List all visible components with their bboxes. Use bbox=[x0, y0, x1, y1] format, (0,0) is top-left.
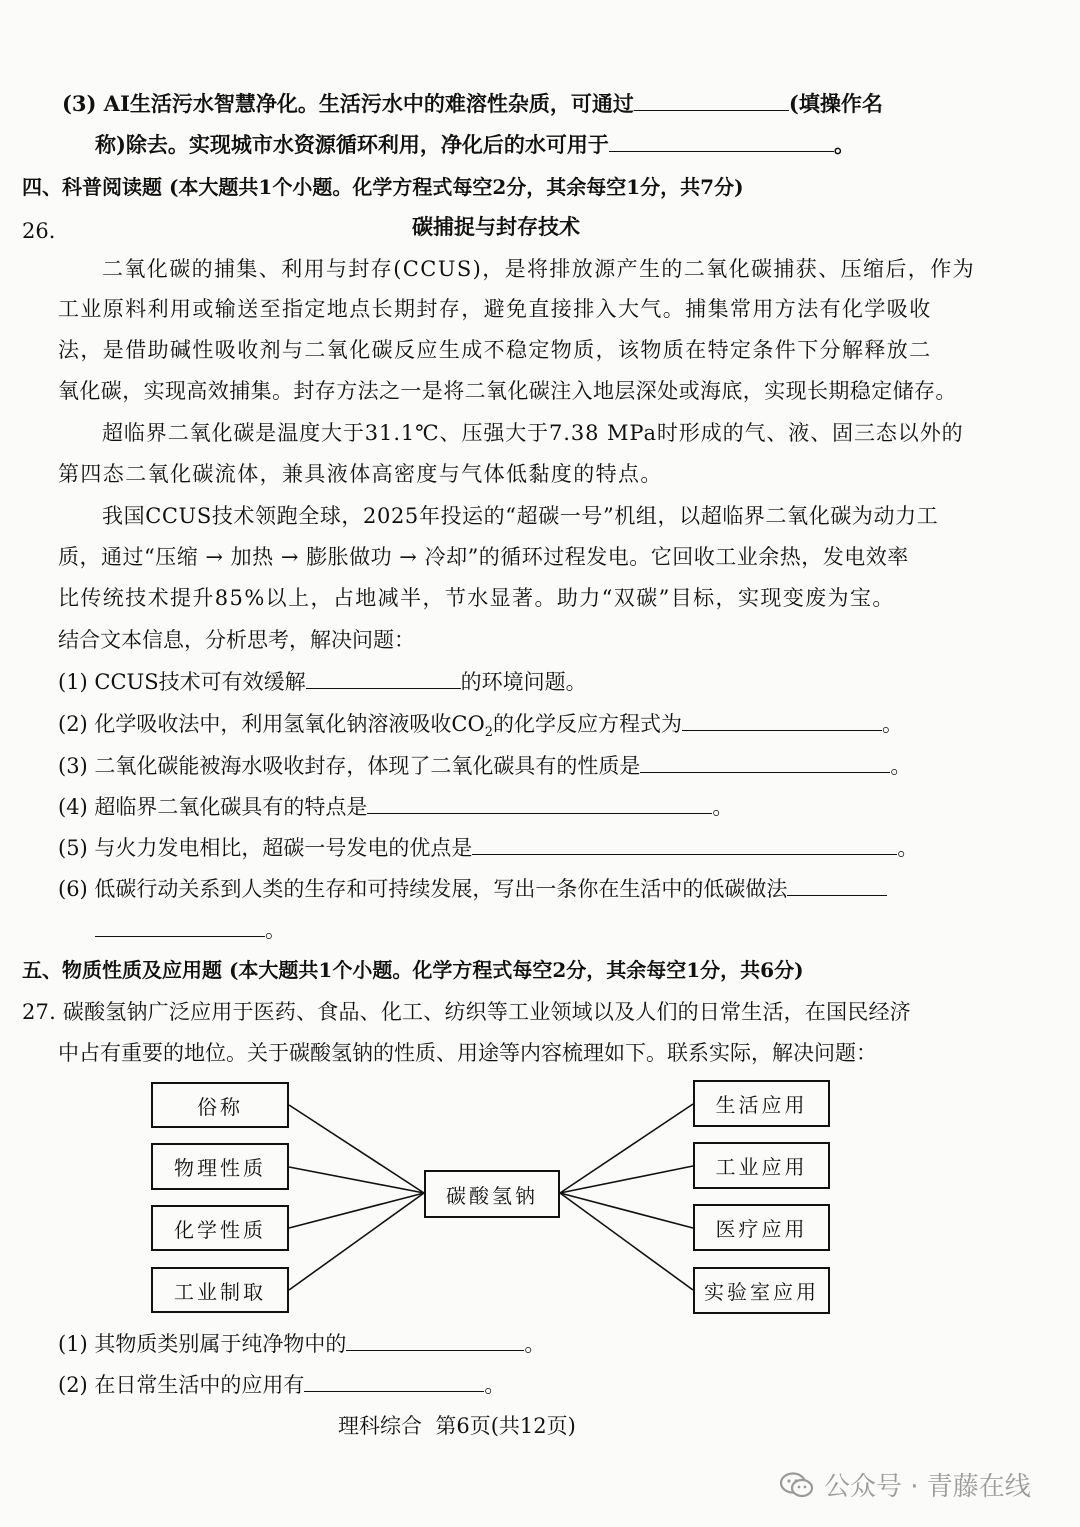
diagram-right-node-1: 生活应用 bbox=[693, 1080, 830, 1127]
q27-q2-blank[interactable] bbox=[304, 1371, 484, 1392]
diagram-center-node: 碳酸氢钠 bbox=[424, 1170, 560, 1218]
section4-heading: 四、科普阅读题 (本大题共1个小题。化学方程式每空2分，其余每空1分，共7分) bbox=[22, 175, 744, 199]
q26-para1-line1: 二氧化碳的捕集、利用与封存(CCUS)，是将排放源产生的二氧化碳捕获、压缩后，作为 bbox=[102, 257, 976, 281]
section5-heading: 五、物质性质及应用题 (本大题共1个小题。化学方程式每空2分，其余每空1分，共6分) bbox=[22, 958, 804, 982]
q25-item3-line2: 称)除去。实现城市水资源循环利用，净化后的水可用于 。 bbox=[95, 132, 855, 157]
q25-item3-line1: (3) AI生活污水智慧净化。生活污水中的难溶性杂质，可通过 (填操作名 bbox=[62, 91, 883, 116]
q26-question3: (3) 二氧化碳能被海水吸收封存，体现了二氧化碳具有的性质是 。 bbox=[58, 754, 912, 778]
connector-left-4 bbox=[289, 1193, 424, 1290]
q27-line1: 27. 碳酸氢钠广泛应用于医药、食品、化工、纺织等工业领域以及人们的日常生活，在国民经济 bbox=[22, 1000, 911, 1024]
q26-prompt: 结合文本信息，分析思考，解决问题： bbox=[58, 628, 415, 652]
q26-para2-line1: 超临界二氧化碳是温度大于31.1℃、压强大于7.38 MPa时形成的气、液、固三态以外的 bbox=[102, 421, 964, 445]
q26-question5: (5) 与火力发电相比，超碳一号发电的优点是 。 bbox=[58, 836, 919, 860]
q27-line2: 中占有重要的地位。关于碳酸氢钠的性质、用途等内容梳理如下。联系实际，解决问题： bbox=[58, 1041, 877, 1065]
diagram-left-node-2: 物理性质 bbox=[151, 1143, 289, 1190]
q27-q1-blank[interactable] bbox=[346, 1330, 524, 1351]
diagram-right-node-4: 实验室应用 bbox=[693, 1267, 830, 1314]
q27-question2: (2) 在日常生活中的应用有 。 bbox=[58, 1373, 506, 1397]
connector-right-4 bbox=[560, 1193, 693, 1290]
diagram-left-node-4: 工业制取 bbox=[151, 1267, 289, 1313]
q26-title: 碳捕捉与封存技术 bbox=[412, 214, 580, 239]
diagram-right-node-3: 医疗应用 bbox=[693, 1204, 830, 1251]
q26-para1-line4: 氧化碳，实现高效捕集。封存方法之一是将二氧化碳注入地层深处或海底，实现长期稳定储存。 bbox=[58, 379, 957, 403]
q26-para1-line2: 工业原料利用或输送至指定地点长期封存，避免直接排入大气。捕集常用方法有化学吸收 bbox=[58, 297, 932, 321]
diagram-right-node-2: 工业应用 bbox=[693, 1142, 830, 1189]
connector-right-3 bbox=[560, 1193, 693, 1228]
diagram-left-node-3: 化学性质 bbox=[151, 1205, 289, 1251]
wechat-icon bbox=[780, 1472, 814, 1498]
q26-para3-line1: 我国CCUS技术领跑全球，2025年投运的“超碳一号”机组，以超临界二氧化碳为动力工 bbox=[102, 504, 939, 528]
co2-subscript: 2 bbox=[484, 725, 493, 741]
page-footer: 理科综合 第6页(共12页) bbox=[338, 1414, 576, 1438]
q26-question2: (2) 化学吸收法中，利用氢氧化钠溶液吸收$CO_2$的化学反应方程式为 。 bbox=[58, 712, 903, 741]
q26-question1: (1) CCUS技术可有效缓解 的环境问题。 bbox=[58, 670, 587, 694]
q26-para2-line2: 第四态二氧化碳流体，兼具液体高密度与气体低黏度的特点。 bbox=[58, 462, 663, 486]
connector-left-3 bbox=[289, 1193, 424, 1228]
q26-number: 26. bbox=[22, 219, 56, 243]
q26-para3-line2: 质，通过“压缩 → 加热 → 膨胀做功 → 冷却”的循环过程发电。它回收工业余热，发电效率 bbox=[58, 545, 909, 569]
watermark-text: 公众号 · 青藤在线 bbox=[824, 1472, 1031, 1502]
q26-para1-line3: 法，是借助碱性吸收剂与二氧化碳反应生成不稳定物质，该物质在特定条件下分解释放二 bbox=[58, 338, 932, 362]
q26-para3-line3: 比传统技术提升85%以上，占地减半，节水显著。助力“双碳”目标，实现变废为宝。 bbox=[58, 586, 895, 610]
q26-question6: (6) 低碳行动关系到人类的生存和可持续发展，写出一条你在生活中的低碳做法 bbox=[58, 875, 887, 903]
q26-question4: (4) 超临界二氧化碳具有的特点是 。 bbox=[58, 795, 734, 819]
q27-question1: (1) 其物质类别属于纯净物中的 。 bbox=[58, 1332, 546, 1356]
watermark bbox=[780, 1466, 1031, 1503]
diagram-left-node-1: 俗称 bbox=[151, 1082, 289, 1128]
q26-question6-cont: 。 bbox=[95, 916, 286, 944]
